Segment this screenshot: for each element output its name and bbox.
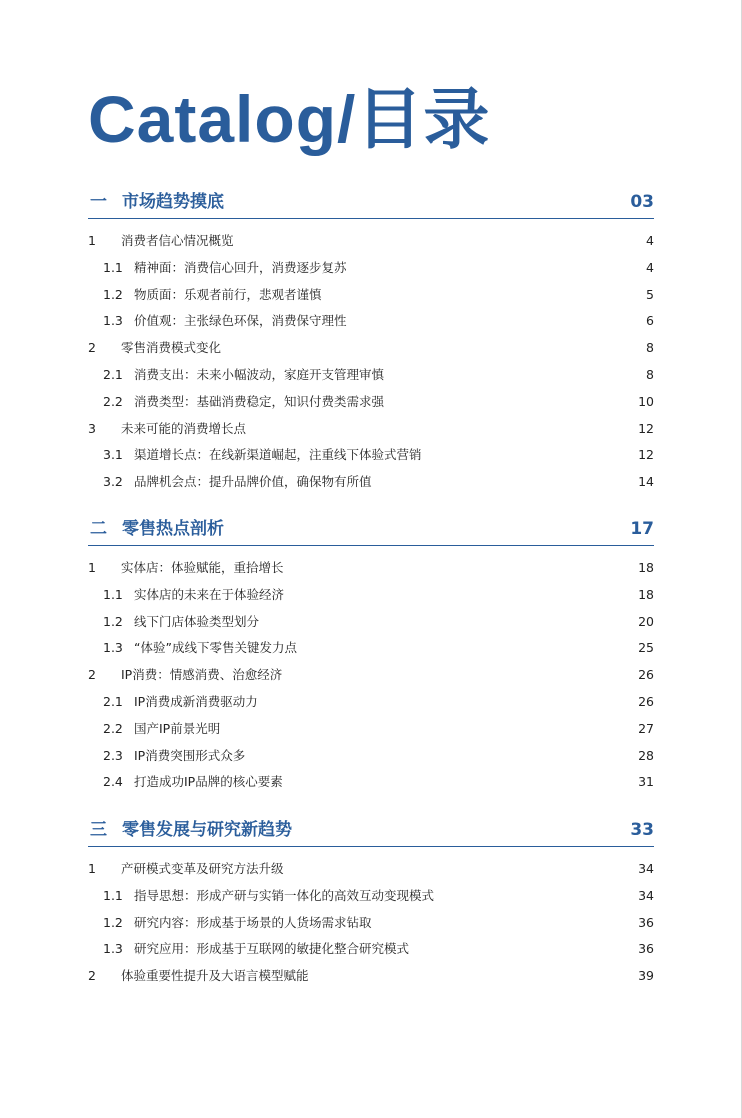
entry-page: 36 <box>638 914 654 930</box>
toc-section-1 <box>88 186 654 496</box>
entry-page: 39 <box>638 968 654 984</box>
section-header[interactable] <box>88 186 654 219</box>
entry-title: IP消费突围形式众多 <box>134 747 246 763</box>
toc-entry[interactable] <box>88 555 654 582</box>
entry-page: 6 <box>646 313 654 329</box>
toc-entry[interactable] <box>88 662 654 689</box>
toc-subentry[interactable] <box>88 716 654 743</box>
entry-number: 2.2 <box>103 720 123 736</box>
toc-subentry[interactable] <box>88 769 654 796</box>
entry-title: 实体店的未来在于体验经济 <box>134 586 285 602</box>
entry-number: 1.3 <box>103 640 123 656</box>
entry-page: 27 <box>638 720 654 736</box>
entry-page: 31 <box>638 774 654 790</box>
entry-number: 2.3 <box>103 747 123 763</box>
entry-page: 25 <box>638 640 654 656</box>
section-entries <box>88 228 654 496</box>
entry-number: 2.4 <box>103 774 123 790</box>
toc-subentry[interactable] <box>88 282 654 309</box>
entry-number: 1 <box>88 861 96 876</box>
toc-section-3 <box>88 814 654 990</box>
entry-page: 20 <box>638 613 654 629</box>
section-title: 零售发展与研究新趋势 <box>122 820 292 840</box>
toc-subentry[interactable] <box>88 910 654 937</box>
toc-subentry[interactable] <box>88 936 654 963</box>
toc-subentry[interactable] <box>88 582 654 609</box>
toc-subentry[interactable] <box>88 883 654 910</box>
section-title: 零售热点剖析 <box>122 519 224 539</box>
entry-title: IP消费成新消费驱动力 <box>134 693 258 709</box>
toc-subentry[interactable] <box>88 743 654 770</box>
entry-title: 打造成功IP品牌的核心要素 <box>134 774 283 790</box>
entry-number: 1.1 <box>103 887 123 903</box>
entry-title: 线下门店体验类型划分 <box>134 613 260 629</box>
entry-title: 指导思想：形成产研与实销一体化的高效互动变现模式 <box>134 887 435 903</box>
section-title: 市场趋势摸底 <box>122 192 224 212</box>
toc-subentry[interactable] <box>88 689 654 716</box>
entry-page: 14 <box>638 474 654 490</box>
entry-title: IP消费：情感消费、治愈经济 <box>121 667 283 683</box>
entry-number: 1.3 <box>103 313 123 329</box>
toc-subentry[interactable] <box>88 389 654 416</box>
entry-number: 1.2 <box>103 286 123 302</box>
section-number: 三 <box>90 820 107 840</box>
toc-subentry[interactable] <box>88 469 654 496</box>
entry-number: 1.2 <box>103 914 123 930</box>
entry-page: 34 <box>638 887 654 903</box>
entry-page: 34 <box>638 861 654 876</box>
entry-title: 渠道增长点：在线新渠道崛起，注重线下体验式营销 <box>134 447 422 463</box>
entry-title: “体验”成线下零售关键发力点 <box>134 640 297 656</box>
entry-title: 消费类型：基础消费稳定，知识付费类需求强 <box>134 393 385 409</box>
toc-entry[interactable] <box>88 335 654 362</box>
entry-number: 1.1 <box>103 259 123 275</box>
entry-title: 实体店：体验赋能，重拾增长 <box>121 560 284 575</box>
entry-number: 2 <box>88 968 96 984</box>
toc-entry[interactable] <box>88 963 654 990</box>
entry-page: 12 <box>638 420 654 436</box>
entry-number: 1 <box>88 560 96 575</box>
catalog-title: Catalog/目录 <box>88 82 491 156</box>
toc-subentry[interactable] <box>88 308 654 335</box>
entry-number: 1.3 <box>103 941 123 957</box>
entry-number: 2 <box>88 667 96 683</box>
entry-title: 消费者信心情况概览 <box>121 233 234 248</box>
entry-page: 10 <box>638 393 654 409</box>
entry-title: 价值观：主张绿色环保，消费保守理性 <box>134 313 347 329</box>
entry-title: 体验重要性提升及大语言模型赋能 <box>121 968 309 984</box>
section-number: 二 <box>90 519 107 539</box>
section-page: 33 <box>630 820 654 840</box>
entry-page: 18 <box>638 560 654 575</box>
section-number: 一 <box>90 192 107 212</box>
section-page: 17 <box>630 519 654 539</box>
section-header[interactable] <box>88 513 654 546</box>
section-header[interactable] <box>88 814 654 847</box>
entry-number: 1 <box>88 233 96 248</box>
toc-entry[interactable] <box>88 856 654 883</box>
section-title-group <box>90 514 224 539</box>
entry-number: 2.1 <box>103 693 123 709</box>
entry-title: 精神面：消费信心回升，消费逐步复苏 <box>134 259 347 275</box>
entry-page: 5 <box>646 286 654 302</box>
entry-number: 3 <box>88 420 96 436</box>
toc-entry[interactable] <box>88 228 654 255</box>
entry-number: 1.2 <box>103 613 123 629</box>
entry-page: 28 <box>638 747 654 763</box>
entry-title: 品牌机会点：提升品牌价值，确保物有所值 <box>134 474 372 490</box>
entry-title: 研究应用：形成基于互联网的敏捷化整合研究模式 <box>134 941 410 957</box>
toc-subentry[interactable] <box>88 442 654 469</box>
entry-title: 物质面：乐观者前行，悲观者谨慎 <box>134 286 322 302</box>
section-entries <box>88 555 654 796</box>
section-page: 03 <box>630 192 654 212</box>
section-title-group <box>90 815 292 840</box>
entry-title: 零售消费模式变化 <box>121 340 222 356</box>
entry-page: 18 <box>638 586 654 602</box>
entry-number: 1.1 <box>103 586 123 602</box>
entry-number: 2 <box>88 340 96 356</box>
toc-entry[interactable] <box>88 416 654 443</box>
section-entries <box>88 856 654 990</box>
entry-number: 2.2 <box>103 393 123 409</box>
entry-page: 26 <box>638 667 654 683</box>
entry-number: 3.2 <box>103 474 123 490</box>
entry-page: 26 <box>638 693 654 709</box>
entry-title: 未来可能的消费增长点 <box>121 420 247 436</box>
entry-title: 消费支出：未来小幅波动，家庭开支管理审慎 <box>134 366 385 382</box>
entry-page: 8 <box>646 366 654 382</box>
toc-subentry[interactable] <box>88 255 654 282</box>
entry-title: 国产IP前景光明 <box>134 720 221 736</box>
entry-page: 12 <box>638 447 654 463</box>
toc-subentry[interactable] <box>88 609 654 636</box>
entry-title: 产研模式变革及研究方法升级 <box>121 861 284 876</box>
entry-page: 36 <box>638 941 654 957</box>
entry-number: 3.1 <box>103 447 123 463</box>
entry-page: 4 <box>646 259 654 275</box>
toc-section-2 <box>88 513 654 796</box>
entry-page: 8 <box>646 340 654 356</box>
entry-number: 2.1 <box>103 366 123 382</box>
section-title-group <box>90 187 224 212</box>
toc-subentry[interactable] <box>88 362 654 389</box>
entry-page: 4 <box>646 233 654 248</box>
entry-title: 研究内容：形成基于场景的人货场需求钻取 <box>134 914 372 930</box>
toc-subentry[interactable] <box>88 635 654 662</box>
